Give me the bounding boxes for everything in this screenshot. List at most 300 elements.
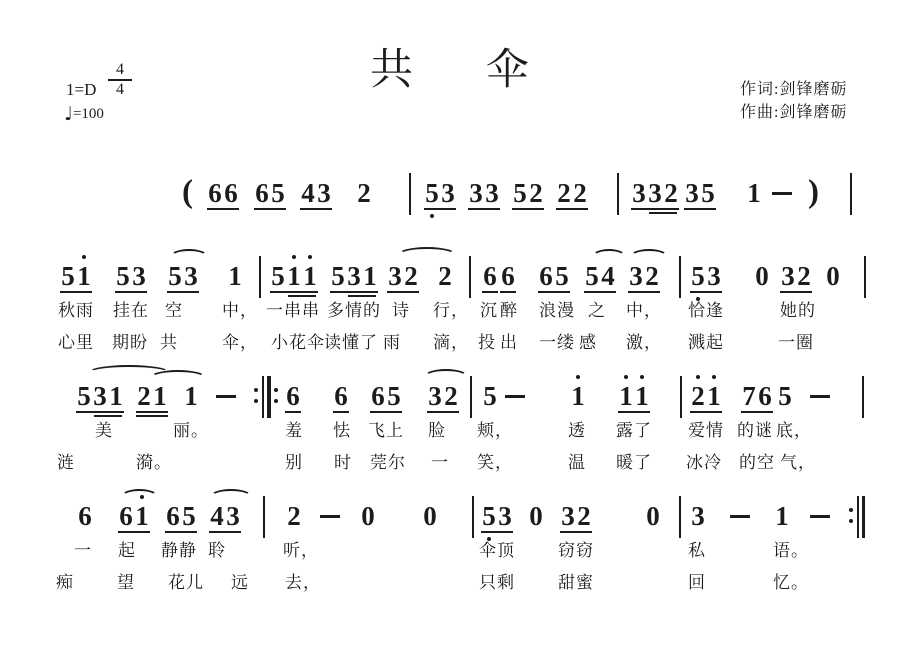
note-group [60, 262, 92, 290]
repeat-dot [849, 508, 853, 512]
note-digit: 0 [755, 261, 769, 291]
note-digit: 6 [334, 381, 348, 411]
note-digit: 3 [347, 261, 361, 291]
note-digit: 5 [182, 501, 196, 531]
note-group [825, 262, 841, 290]
lyric-syllable: 聆 [208, 541, 226, 560]
barline [862, 376, 864, 418]
lyric-syllable: 回 [688, 573, 706, 592]
note-digit: 5 [691, 261, 705, 291]
slur-arc [398, 247, 456, 262]
note-group [370, 382, 402, 410]
note-digit: 3 [685, 178, 699, 208]
note-digit: 1 [707, 381, 721, 411]
lyric-syllable: 心里 [58, 333, 94, 352]
note-digit: 4 [210, 501, 224, 531]
lyric-syllable: 伞顶 [479, 541, 515, 560]
note-digit: 5 [77, 381, 91, 411]
duration-underline [684, 208, 716, 210]
barline [263, 496, 265, 538]
note-group [207, 179, 239, 207]
score-system-1 [0, 262, 919, 372]
note-digit: 1 [571, 381, 585, 411]
lyric-syllable: 痴 [56, 573, 74, 592]
lyric-syllable: 共 [160, 333, 178, 352]
lyric-syllable: 爱情 [688, 421, 724, 440]
note-group [631, 179, 679, 207]
score-system-2 [0, 382, 919, 492]
note-digit: 2 [287, 501, 301, 531]
note-digit: 5 [483, 381, 497, 411]
barline [259, 256, 261, 298]
note-group [690, 262, 722, 290]
note-digit: 3 [632, 178, 646, 208]
barline [470, 376, 472, 418]
repeat-dot [254, 399, 258, 403]
duration-underline [115, 291, 147, 293]
duration-underline [136, 415, 168, 417]
duration-dash [320, 515, 340, 518]
note-group [482, 262, 498, 290]
note-digit: 2 [691, 381, 705, 411]
repeat-dot [849, 519, 853, 523]
duration-underline [780, 291, 812, 293]
key-signature: 1=D [66, 80, 97, 99]
note-digit: 3 [132, 261, 146, 291]
lyric-syllable: 听， [283, 541, 319, 560]
time-signature-numerator: 4 [116, 61, 124, 78]
note-group [118, 502, 150, 530]
note-digit: 1 [747, 178, 761, 208]
lyric-syllable: 诗 [392, 301, 410, 320]
note-group [777, 382, 793, 410]
note-group [424, 179, 456, 207]
time-signature-denominator: 4 [116, 81, 124, 98]
lyric-syllable: 秋雨 [58, 301, 94, 320]
note-digit: 1 [184, 381, 198, 411]
lyric-syllable: 冰冷 [686, 453, 722, 472]
lyric-syllable: 望 [117, 573, 135, 592]
lyric-syllable: 暖了 [616, 453, 652, 472]
note-group [209, 502, 241, 530]
lyric-syllable: 忆。 [773, 573, 809, 592]
tempo-value: =100 [72, 106, 104, 122]
note-group [468, 179, 500, 207]
lyric-syllable: 期盼 [112, 333, 148, 352]
lyric-syllable: 空 [165, 301, 183, 320]
note-digit: 6 [208, 178, 222, 208]
duration-underline [285, 411, 301, 413]
lyric-syllable: 莞尔 [370, 453, 406, 472]
quarter-note-icon: ♩ [64, 103, 73, 125]
lyric-syllable: 静静 [161, 541, 197, 560]
lyric-syllable: 窃窃 [558, 541, 594, 560]
tempo-marking [64, 103, 104, 125]
note-digit: 5 [701, 178, 715, 208]
note-group [774, 502, 790, 530]
note-digit: 5 [271, 178, 285, 208]
note-group [227, 262, 243, 290]
note-digit: 5 [482, 501, 496, 531]
duration-dash [810, 515, 830, 518]
note-digit: 2 [577, 501, 591, 531]
note-group [427, 382, 459, 410]
repeat-dot [254, 388, 258, 392]
lyric-syllable: 一圈 [778, 333, 814, 352]
duration-underline [482, 291, 498, 293]
octave-dot-above [82, 255, 86, 259]
lyric-syllable: 的空 [739, 453, 775, 472]
note-digit: 4 [601, 261, 615, 291]
duration-underline [207, 208, 239, 210]
note-group [270, 262, 318, 290]
note-digit: 6 [501, 261, 515, 291]
duration-underline [165, 531, 197, 533]
lyric-syllable: 恰逢 [688, 301, 724, 320]
note-digit: 2 [529, 178, 543, 208]
lyric-syllable: 底， [776, 421, 812, 440]
note-group [570, 382, 586, 410]
duration-underline [512, 208, 544, 210]
lyric-syllable: 她的 [780, 301, 816, 320]
lyric-syllable: 颊， [477, 421, 513, 440]
note-digit: 3 [498, 501, 512, 531]
repeat-bar [262, 376, 264, 418]
note-digit: 3 [691, 501, 705, 531]
duration-underline [427, 411, 459, 413]
note-digit: 3 [184, 261, 198, 291]
repeat-bar [267, 376, 271, 418]
lyric-syllable: 怯 [333, 421, 351, 440]
duration-underline [424, 208, 456, 210]
note-digit: 5 [555, 261, 569, 291]
note-digit: 6 [286, 381, 300, 411]
note-digit: 2 [357, 178, 371, 208]
octave-dot-above [576, 375, 580, 379]
repeat-bar [862, 496, 866, 538]
note-digit: 2 [137, 381, 151, 411]
octave-dot-above [696, 375, 700, 379]
note-digit: 6 [166, 501, 180, 531]
note-group [285, 382, 301, 410]
composer-credit: 作曲:剑锋磨砺 [740, 104, 848, 121]
lyric-syllable: 温 [568, 453, 586, 472]
lyric-syllable: 别 [285, 453, 303, 472]
barline [617, 173, 619, 215]
note-digit: 6 [119, 501, 133, 531]
note-digit: 5 [271, 261, 285, 291]
lyric-syllable: 时 [334, 453, 352, 472]
duration-underline-sub [649, 212, 677, 214]
duration-underline [136, 411, 168, 413]
lyric-syllable: 出 [500, 333, 518, 352]
note-group [538, 262, 570, 290]
note-digit: 1 [363, 261, 377, 291]
repeat-dot [274, 388, 278, 392]
note-group [422, 502, 438, 530]
duration-underline [618, 411, 650, 413]
note-digit: 3 [388, 261, 402, 291]
lyric-syllable: 激， [626, 333, 662, 352]
duration-underline [560, 531, 592, 533]
duration-underline [209, 531, 241, 533]
score-system-3 [0, 502, 919, 612]
note-group [482, 382, 498, 410]
duration-underline [631, 208, 679, 210]
note-group [690, 382, 722, 410]
note-digit: 3 [93, 381, 107, 411]
barline [680, 376, 682, 418]
lyric-syllable: 笑， [477, 453, 513, 472]
note-digit: 1 [287, 261, 301, 291]
note-digit: 6 [255, 178, 269, 208]
note-group [618, 382, 650, 410]
note-digit: 3 [561, 501, 575, 531]
note-group [560, 502, 592, 530]
barline [679, 256, 681, 298]
slur-arc [150, 370, 206, 385]
note-group [77, 502, 93, 530]
note-digit: 5 [116, 261, 130, 291]
duration-underline [387, 291, 419, 293]
note-digit: 2 [645, 261, 659, 291]
note-digit: 5 [513, 178, 527, 208]
note-digit: 3 [428, 381, 442, 411]
octave-dot-above [308, 255, 312, 259]
note-group [556, 179, 588, 207]
note-group [690, 502, 706, 530]
repeat-bar [857, 496, 859, 538]
barline [850, 173, 852, 215]
note-digit: 2 [404, 261, 418, 291]
duration-underline [690, 411, 722, 413]
lyric-syllable: 去， [285, 573, 321, 592]
note-digit: 6 [78, 501, 92, 531]
note-group [183, 382, 199, 410]
note-digit: 0 [826, 261, 840, 291]
note-group [584, 262, 616, 290]
note-digit: 3 [317, 178, 331, 208]
lyric-syllable: 飞上 [368, 421, 404, 440]
note-digit: 3 [226, 501, 240, 531]
note-group [387, 262, 419, 290]
lyric-syllable: 只剩 [479, 573, 515, 592]
lyric-syllable: 一 [74, 541, 92, 560]
duration-underline [370, 411, 402, 413]
note-group [741, 382, 773, 410]
note-group [500, 262, 516, 290]
slur-arc [210, 489, 252, 504]
note-digit: 2 [664, 178, 678, 208]
note-group [780, 262, 812, 290]
duration-underline [333, 411, 349, 413]
slur-arc [170, 249, 208, 264]
lyric-syllable: 读懂了 [324, 333, 378, 352]
credits [740, 78, 847, 124]
lyric-syllable: 丽。 [173, 421, 209, 440]
note-digit: 5 [425, 178, 439, 208]
lyric-syllable: 气， [780, 453, 816, 472]
song-title: 共 伞 [370, 47, 531, 94]
duration-dash [810, 395, 830, 398]
lyric-syllable: 漪。 [136, 453, 172, 472]
lyric-syllable: 之 [588, 301, 606, 320]
duration-underline [468, 208, 500, 210]
lyric-syllable: 私 [688, 541, 706, 560]
duration-underline [481, 531, 513, 533]
note-group [645, 502, 661, 530]
note-group [528, 502, 544, 530]
lyric-syllable: 中， [222, 301, 258, 320]
octave-dot-above [640, 375, 644, 379]
note-digit: 5 [585, 261, 599, 291]
lyric-syllable: 脸 [428, 421, 446, 440]
duration-underline [690, 291, 722, 293]
duration-underline [500, 291, 516, 293]
duration-underline [628, 291, 660, 293]
note-digit: 0 [361, 501, 375, 531]
lyric-syllable: 一串串 [266, 301, 320, 320]
duration-underline [76, 411, 124, 413]
slur-arc [592, 249, 626, 264]
lyric-syllable: 投 [478, 333, 496, 352]
duration-dash [730, 515, 750, 518]
lyric-syllable: 的谜 [737, 421, 773, 440]
note-group [628, 262, 660, 290]
duration-underline [270, 291, 318, 293]
note-digit: 3 [629, 261, 643, 291]
note-digit: 1 [303, 261, 317, 291]
lyric-syllable: 花儿 [168, 573, 204, 592]
octave-dot-below [430, 214, 434, 218]
note-group [165, 502, 197, 530]
note-digit: 6 [483, 261, 497, 291]
barline [409, 173, 411, 215]
note-group [167, 262, 199, 290]
note-digit: 1 [109, 381, 123, 411]
note-digit: 2 [573, 178, 587, 208]
note-digit: 1 [153, 381, 167, 411]
lyricist-credit: 作词:剑锋磨砺 [740, 81, 848, 98]
note-group [115, 262, 147, 290]
intro-paren: ( [182, 174, 193, 210]
duration-underline [118, 531, 150, 533]
note-digit: 2 [557, 178, 571, 208]
note-digit: 6 [224, 178, 238, 208]
note-digit: 2 [444, 381, 458, 411]
lyric-syllable: 中， [626, 301, 662, 320]
note-group [136, 382, 168, 410]
note-group [437, 262, 453, 290]
duration-underline [254, 208, 286, 210]
note-group [254, 179, 286, 207]
note-group [754, 262, 770, 290]
note-digit: 1 [775, 501, 789, 531]
note-group [286, 502, 302, 530]
barline [864, 256, 866, 298]
lyric-syllable: 一缕 [539, 333, 575, 352]
note-digit: 3 [648, 178, 662, 208]
note-digit: 4 [301, 178, 315, 208]
lyric-syllable: 行， [433, 301, 469, 320]
note-digit: 1 [635, 381, 649, 411]
time-signature [108, 63, 132, 97]
octave-dot-above [624, 375, 628, 379]
lyric-syllable: 小花伞 [271, 333, 325, 352]
note-digit: 2 [438, 261, 452, 291]
barline [679, 496, 681, 538]
lyric-syllable: 甜蜜 [558, 573, 594, 592]
lyric-syllable: 伞， [222, 333, 258, 352]
lyric-syllable: 醉 [500, 301, 518, 320]
note-digit: 2 [797, 261, 811, 291]
lyric-syllable: 羞 [285, 421, 303, 440]
lyric-syllable: 滴， [433, 333, 469, 352]
duration-dash [772, 192, 792, 195]
note-digit: 3 [485, 178, 499, 208]
note-group [512, 179, 544, 207]
slur-arc [630, 249, 668, 264]
lyric-syllable: 雨 [383, 333, 401, 352]
duration-underline [584, 291, 616, 293]
lyric-syllable: 露了 [616, 421, 652, 440]
duration-underline [330, 291, 378, 293]
note-digit: 7 [742, 381, 756, 411]
duration-dash [216, 395, 236, 398]
note-group [684, 179, 716, 207]
lyric-syllable: 远 [231, 573, 249, 592]
lyric-syllable: 溅起 [688, 333, 724, 352]
duration-underline [741, 411, 773, 413]
note-group [76, 382, 124, 410]
note-digit: 1 [619, 381, 633, 411]
note-digit: 3 [441, 178, 455, 208]
note-group [333, 382, 349, 410]
barline [469, 256, 471, 298]
octave-dot-above [712, 375, 716, 379]
slur-arc [121, 489, 158, 504]
note-digit: 3 [469, 178, 483, 208]
lyric-syllable: 沉 [480, 301, 498, 320]
note-digit: 0 [423, 501, 437, 531]
lyric-syllable: 起 [118, 541, 136, 560]
note-digit: 6 [539, 261, 553, 291]
note-digit: 5 [387, 381, 401, 411]
duration-dash [505, 395, 525, 398]
octave-dot-above [292, 255, 296, 259]
note-digit: 3 [707, 261, 721, 291]
note-digit: 6 [758, 381, 772, 411]
barline [472, 496, 474, 538]
lyric-syllable: 浪漫 [539, 301, 575, 320]
duration-underline [167, 291, 199, 293]
note-group [356, 179, 372, 207]
note-digit: 3 [781, 261, 795, 291]
note-digit: 0 [646, 501, 660, 531]
note-group [360, 502, 376, 530]
lyric-syllable: 感 [579, 333, 597, 352]
lyric-syllable: 一 [431, 453, 449, 472]
note-digit: 5 [331, 261, 345, 291]
lyric-syllable: 美 [95, 421, 113, 440]
note-digit: 5 [61, 261, 75, 291]
slur-arc [424, 369, 468, 384]
lyric-syllable: 多情的 [327, 301, 381, 320]
note-digit: 1 [77, 261, 91, 291]
lyric-syllable: 语。 [773, 541, 809, 560]
duration-underline [538, 291, 570, 293]
note-digit: 5 [168, 261, 182, 291]
